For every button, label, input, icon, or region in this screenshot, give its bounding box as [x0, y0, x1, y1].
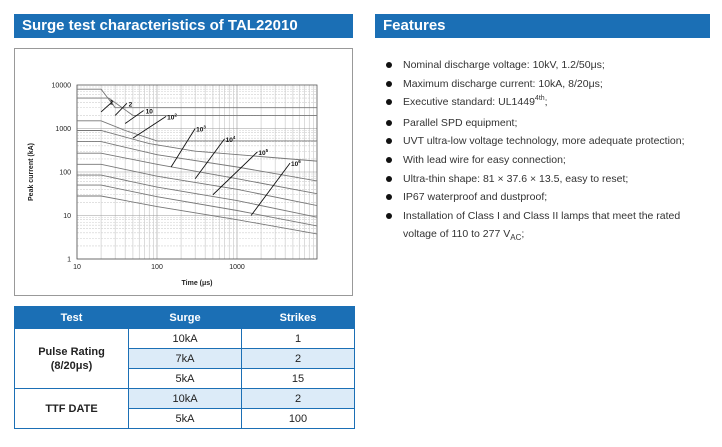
series-label: $10^3$ [196, 124, 206, 134]
series-label: $10^4$ [225, 134, 236, 144]
feature-item [385, 170, 705, 189]
surge-table [14, 306, 355, 429]
bullet-icon [386, 99, 392, 105]
surge-cell: 7kA [129, 349, 242, 369]
header-surge: Surge [129, 307, 242, 329]
y-axis-label: Peak current (kA) [28, 143, 35, 201]
feature-item [385, 75, 705, 94]
bullet-icon [386, 157, 392, 163]
bullet-icon [386, 194, 392, 200]
feature-item [385, 188, 705, 207]
x-tick-label: 100 [151, 264, 163, 271]
strikes-cell: 1 [242, 329, 355, 349]
feature-item [385, 132, 705, 151]
header-strikes: Strikes [242, 307, 355, 329]
feature-text: UVT ultra-low voltage technology, more adequate protection; [403, 135, 685, 148]
feature-subscript: AC [510, 233, 522, 243]
feature-text: Nominal discharge voltage: 10kV, 1.2/50μs; [403, 59, 605, 71]
bullet-icon [386, 120, 392, 126]
feature-text: Parallel SPD equipment; [403, 116, 518, 129]
y-tick-label: 10000 [51, 82, 71, 90]
bullet-icon [386, 176, 392, 182]
strikes-cell: 2 [242, 349, 355, 369]
pulse-rating-label [15, 329, 129, 389]
leader-line [213, 152, 258, 195]
y-tick-label: 1 [67, 256, 71, 264]
x-axis-label: Time (μs) [181, 280, 213, 287]
series-label: 2 [128, 101, 133, 109]
surge-chart [15, 49, 352, 295]
pulse-rating-line1: Pulse Rating [38, 345, 105, 358]
bullet-icon [386, 81, 392, 87]
feature-text: Maximum discharge current: 10kA, 8/20μs; [403, 77, 603, 90]
feature-superscript: 4th [534, 95, 545, 103]
series-label-exponent: 5 [265, 147, 269, 153]
series-line [77, 185, 341, 231]
feature-text: Installation of Class I and Class II lamps that meet the rated voltage of 110 to 277 V [403, 209, 681, 241]
series-line [77, 164, 341, 210]
surge-cell: 10kA [129, 389, 242, 409]
strikes-cell: 2 [242, 389, 355, 409]
feature-item [385, 114, 705, 133]
series-label: $10^2$ [167, 112, 177, 122]
features-section-title: Features [375, 14, 710, 38]
feature-item [385, 151, 705, 170]
ttf-date-label: TTF DATE [15, 389, 129, 429]
table-row [15, 329, 355, 349]
surge-cell: 5kA [129, 409, 242, 429]
surge-chart-frame [14, 48, 353, 296]
series-label-exponent: 2 [174, 112, 177, 118]
feature-text: Executive standard: UL1449 [403, 96, 535, 109]
table-row [15, 389, 355, 409]
feature-text: IP67 waterproof and dustproof; [403, 191, 548, 204]
feature-item [385, 93, 705, 114]
strikes-cell: 15 [242, 369, 355, 389]
series-label: $10^6$ [291, 159, 301, 169]
pulse-rating-line2: (8/20μs) [50, 359, 93, 372]
series-label-exponent: 6 [298, 159, 301, 165]
chart-section-title: Surge test characteristics of TAL22010 [14, 14, 353, 38]
series-label-exponent: 4 [232, 134, 236, 140]
y-tick-label: 1000 [55, 126, 71, 133]
header-test: Test [15, 307, 129, 329]
series-label: 10 [145, 108, 153, 116]
series-label: 1 [109, 99, 114, 107]
feature-text: Ultra-thin shape: 81 × 37.6 × 13.5, easy to reset; [403, 172, 629, 185]
feature-item [385, 56, 705, 75]
bullet-icon [386, 213, 392, 219]
features-list [385, 56, 705, 245]
series-group [77, 89, 341, 238]
y-tick-label: 10 [63, 213, 71, 220]
x-tick-label: 10 [73, 264, 81, 271]
series-label: $10^5$ [258, 147, 269, 157]
feature-text-tail: ; [521, 228, 525, 241]
feature-text: With lead wire for easy connection; [403, 153, 566, 166]
bullet-icon [386, 62, 392, 68]
y-tick-label: 100 [59, 169, 71, 177]
feature-item [385, 207, 705, 245]
table-header-row [15, 307, 355, 329]
surge-cell: 10kA [129, 329, 242, 349]
strikes-cell: 100 [242, 409, 355, 429]
leader-line [125, 110, 143, 123]
surge-cell: 5kA [129, 369, 242, 389]
bullet-icon [386, 138, 392, 144]
leader-line [195, 139, 224, 179]
feature-text-tail: ; [544, 96, 548, 109]
x-tick-label: 1000 [229, 264, 245, 271]
series-label-exponent: 3 [203, 124, 206, 130]
